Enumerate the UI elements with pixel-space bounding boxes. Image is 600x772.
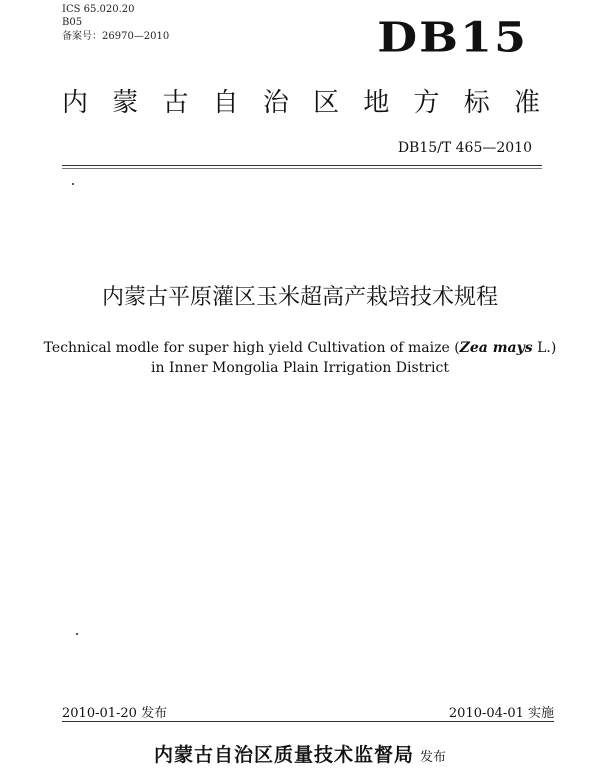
ics-code: ICS 65.020.20: [62, 4, 135, 15]
title-en-text-end: L.): [532, 340, 557, 356]
issuer-name: 内蒙古自治区质量技术监督局: [153, 744, 414, 766]
footer-rule: [62, 721, 554, 722]
title-en-text: Technical modle for super high yield Cultivation of maize (: [43, 340, 460, 356]
document-title-zh: 内蒙古平原灌区玉米超高产栽培技术规程: [101, 285, 498, 310]
classification-code: B05: [62, 17, 83, 28]
scan-speck: [72, 183, 74, 185]
issuer-line: [0, 740, 600, 767]
standard-type-heading: [62, 82, 540, 119]
effective-date: 2010-04-01 实施: [448, 706, 554, 721]
heading-char: 地: [363, 88, 390, 118]
heading-char: 标: [463, 88, 490, 118]
db15-logo: DB15: [377, 12, 528, 62]
heading-char: 准: [513, 88, 540, 118]
species-name: Zea mays: [459, 340, 533, 356]
heading-char: 区: [313, 88, 340, 118]
heading-char: 自: [212, 88, 239, 118]
document-title-en-line1: [0, 340, 600, 356]
header-rule-secondary: [62, 168, 542, 169]
heading-char: 方: [413, 88, 440, 118]
standard-number: DB15/T 465—2010: [397, 140, 532, 156]
heading-char: 蒙: [112, 88, 139, 118]
header-rule: [62, 165, 542, 166]
heading-char: 内: [62, 88, 89, 118]
issue-date: 2010-01-20 发布: [62, 706, 168, 721]
document-title-en-line2: in Inner Mongolia Plain Irrigation District: [151, 360, 449, 376]
scan-speck: [76, 633, 78, 635]
heading-char: 治: [262, 88, 289, 118]
filing-number: 备案号：26970—2010: [62, 31, 170, 42]
heading-char: 古: [162, 88, 189, 118]
issuer-suffix: 发布: [420, 750, 447, 765]
